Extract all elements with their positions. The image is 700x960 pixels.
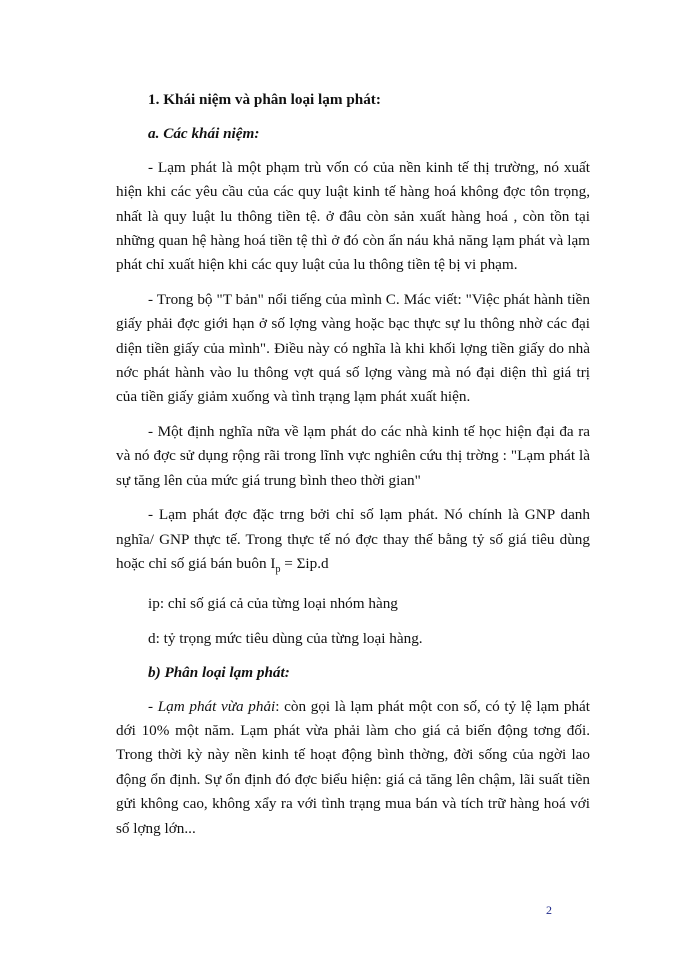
section-heading: 1. Khái niệm và phân loại lạm phát: xyxy=(148,91,381,108)
page-number: 2 xyxy=(546,903,552,917)
formula: $I_p = \Sigma ip.d$ xyxy=(270,554,329,575)
paragraph-1: - Lạm phát là một phạm trù vốn có của nền kinh tế thị trường, nó xuất hiện khi các yêu cầu của các quy luật kinh tế hàng hoá không đợc tôn trọng, nhất là quy luật lu thông tiền tệ. ở đâu còn sản xuất hàng hoá , còn tồn tại những quan hệ hàng hoá tiền tệ thì ở đó còn ẩn náu khả năng lạm phát và lạm phát chỉ xuất hiện khi các quy luật của lu thông tiền tệ bị vi phạm. xyxy=(116,158,590,274)
paragraph-3: - Một định nghĩa nữa về lạm phát do các nhà kinh tế học hiện đại đa ra và nó đợc sử dụng rộng rãi trong lĩnh vực nghiên cứu thị trờng : "Lạm phát là sự tăng lên của mức giá trung bình theo thời gian" xyxy=(116,422,590,489)
document-body xyxy=(116,88,590,851)
subsection-heading-classification: b) Phân loại lạm phát: xyxy=(148,664,290,682)
definition-ip: ip: chỉ số giá cả của từng loại nhóm hàng xyxy=(148,595,398,613)
paragraph-2: - Trong bộ "T bản" nổi tiếng của mình C. Mác viết: "Việc phát hành tiền giấy phải đợc giới hạn ở số lợng vàng hoặc bạc thực sự lu thông nhờ các đại diện tiền giấy của mình". Điều này có nghĩa là khi khối lợng tiền giấy do nhà nớc phát hành vào lu thông vợt quá số lợng vàng mà nó đại diện thì giá trị của tiền giấy giảm xuống và tình trạng lạm phát xuất hiện. xyxy=(116,290,590,406)
subsection-heading-concepts: a. Các khái niệm: xyxy=(148,125,260,143)
paragraph-5-text: : còn gọi là lạm phát một con số, có tỷ lệ lạm phát dới 10% một năm. Lạm phát vừa phải làm cho giá cả biến động tơng đối. Trong thời kỳ này nền kinh tế hoạt động bình thờng, đời sống của ngời lao động ổn định. Sự ổn định đó đợc biểu hiện: giá cả tăng lên chậm, lãi suất tiền gửi không cao, không xẩy ra với tình trạng mua bán và tích trữ hàng hoá với số lợng lớn... xyxy=(116,697,591,837)
paragraph-4 xyxy=(116,503,590,582)
paragraph-5-lead: - Lạm phát vừa phải xyxy=(148,697,276,715)
paragraph-5 xyxy=(116,695,590,841)
definition-d: d: tỷ trọng mức tiêu dùng của từng loại hàng. xyxy=(148,629,423,647)
paragraph-4-text: - Lạm phát đợc đặc trng bởi chỉ số lạm phát. Nó chính là GNP danh nghĩa/ GNP thực tế. Trong thực tế nó đợc thay thế bằng tỷ số giá tiêu dùng hoặc chỉ số giá bán buôn xyxy=(116,506,590,572)
